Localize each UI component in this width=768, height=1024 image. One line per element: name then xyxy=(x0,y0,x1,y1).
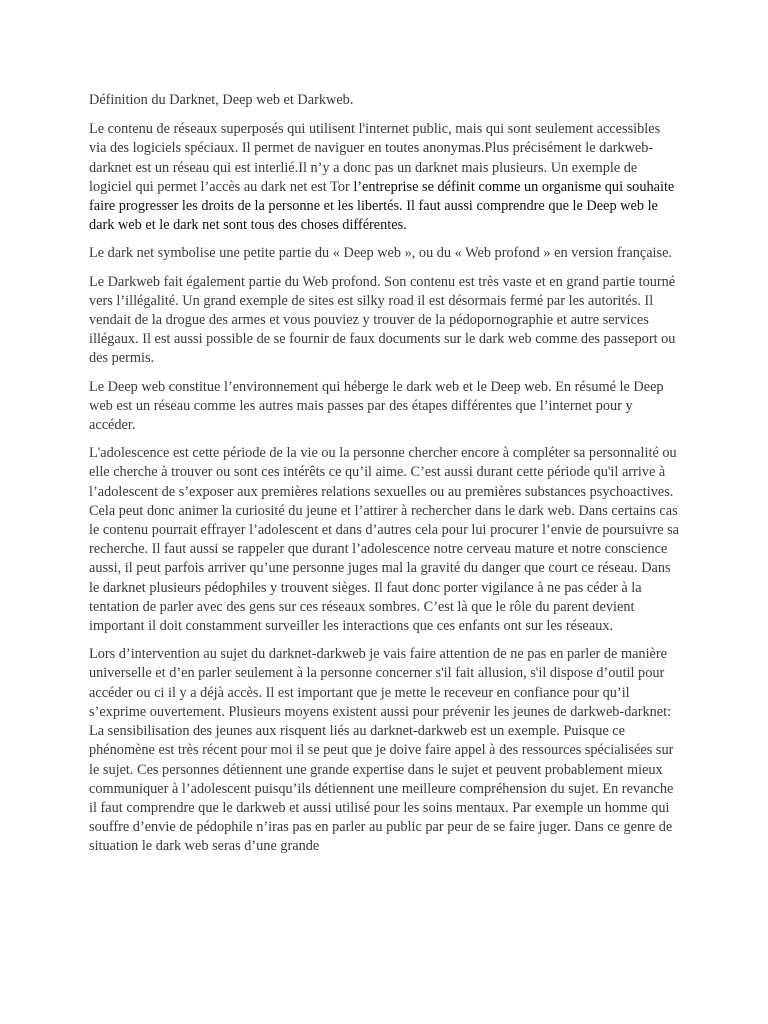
paragraph-intervention: Lors d’intervention au sujet du darknet-darkweb je vais faire attention de ne pas en parler de manière universelle et d’en parler seulement à la personne concerner s'il fait allusion, s'il dispose d’outil pour accéder ou ci il y a déjà accès. Il est important que je mette le receveur en confiance pour qu’il s’exprime ouvertement. Plusieurs moyens existent aussi pour prévenir les jeunes de darkweb-darknet: La sensibilisation des jeunes aux risquent liés au darknet-darkweb est un exemple. Puisque ce phénomène est très récent pour moi il se peut que je doive faire appel à des ressources spécialisées sur le sujet. Ces personnes détiennent une grande expertise dans le sujet et peuvent probablement mieux communiquer à l’adolescent puisqu’ils détiennent une meilleure compréhension du sujet. En revanche il faut comprendre que le darkweb et aussi utilisé pour les soins mentaux. Par exemple un homme qui souffre d’envie de pédophile n’iras pas en parler au public par peur de se faire juger. Dans ce genre de situation le dark web seras d’une grande xyxy=(89,646,674,855)
paragraph-definition-part2: l’entreprise se définit comme un organisme qui souhaite faire progresser les droits de la personne et les libertés. Il faut aussi comprendre que le Deep web le dark web et le dark net sont tous des choses différentes. xyxy=(89,178,675,234)
paragraph-dark-net: Le dark net symbolise une petite partie du « Deep web », ou du « Web profond » en version française. xyxy=(89,245,672,262)
paragraph-definition xyxy=(89,120,681,235)
document-title: Définition du Darknet, Deep web et Darkweb. xyxy=(89,92,354,108)
paragraph-adolescence: L'adolescence est cette période de la vie ou la personne chercher encore à compléter sa personnalité ou elle cherche à trouver ou sont ces intérêts ce qu’il aime. C’est aussi durant cette période qu'il arrive à l’adolescent de s’exposer aux premières relations sexuelles ou au premières substances psychoactives. Cela peut donc animer la curiosité du jeune et l’attirer à rechercher dans le dark web. Dans certains cas le contenu pourrait effrayer l’adolescent et dans d’autres cela pour lui procurer l’envie de poursuivre sa recherche. Il faut aussi se rappeler que durant l’adolescence notre cerveau mature et notre conscience aussi, il peut parfois arriver qu’une personne juges mal la gravité du danger que court ce réseau. Dans le darknet plusieurs pédophiles y trouvent sièges. Il faut donc porter vigilance à ne pas céder à la tentation de parler avec des gens sur ces réseaux sombres. C’est là que le rôle du parent devient important il doit constamment surveiller les interactions que ces enfants ont sur les réseaux. xyxy=(89,445,680,635)
paragraph-darkweb: Le Darkweb fait également partie du Web profond. Son contenu est très vaste et en grand partie tourné vers l’illégalité. Un grand exemple de sites est silky road il est désormais fermé par les autorités. Il vendait de la drogue des armes et vous pouviez y trouver de la pédopornographie et autre services illégaux. Il est aussi possible de se fournir de faux documents sur le dark web comme des passeport ou des permis. xyxy=(89,273,676,367)
document-page xyxy=(89,91,681,866)
paragraph-deep-web: Le Deep web constitue l’environnement qui héberge le dark web et le Deep web. En résumé le Deep web est un réseau comme les autres mais passes par des étapes différentes que l’internet pour y accéder. xyxy=(89,378,664,434)
paragraph-definition-part1: Le contenu de réseaux superposés qui utilisent l'internet public, mais qui sont seulement accessibles via des logiciels spéciaux. Il permet de naviguer en toutes anonymas.Plus précisément le darkweb-darknet est un réseau qui est interlié.Il n’y a donc pas un darknet mais plusieurs. Un exemple de logiciel qui permet l’accès au dark net est Tor xyxy=(89,121,661,195)
